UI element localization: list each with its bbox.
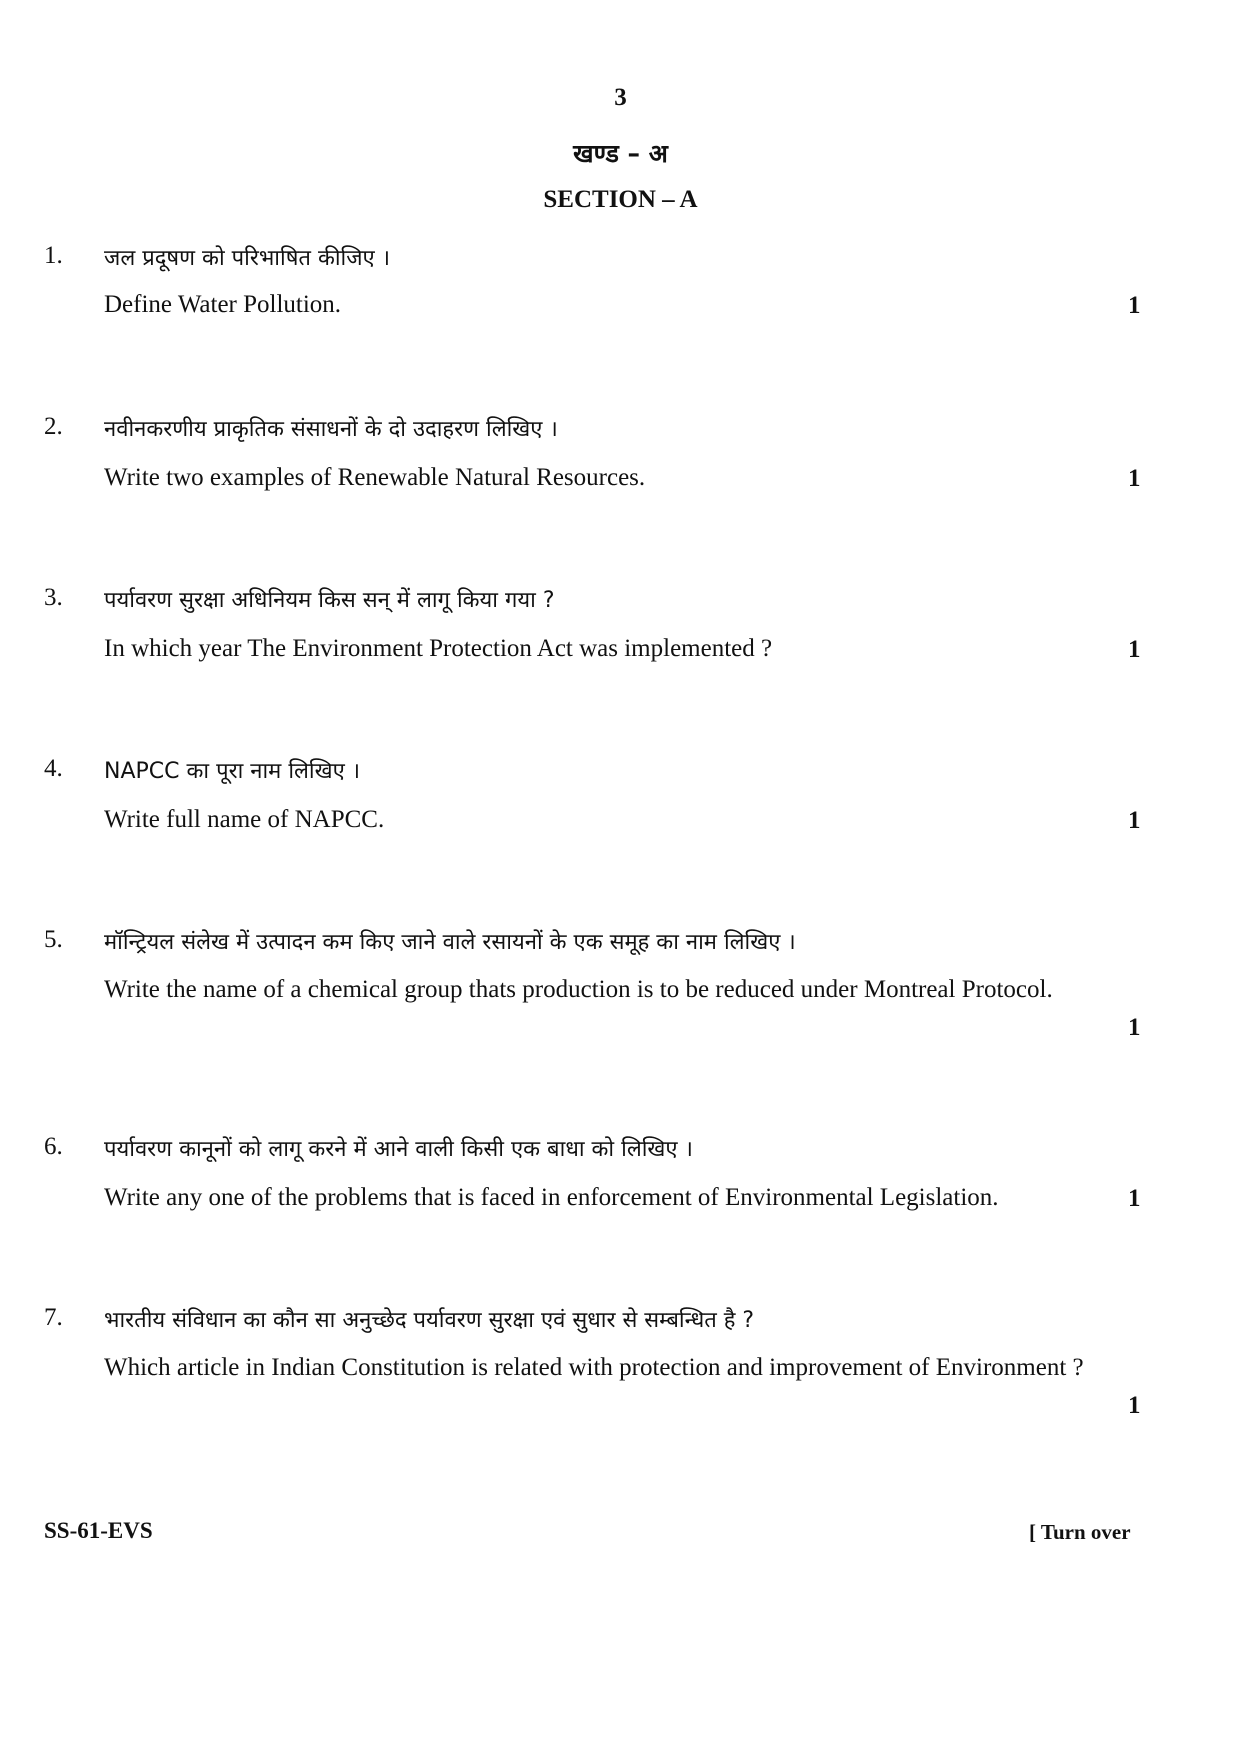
question-text-english: Write the name of a chemical group thats production is to be reduced under Montreal Protocol. xyxy=(104,976,1053,1003)
question-marks: 1 xyxy=(1128,465,1141,492)
section-title-hindi: खण्ड – अ xyxy=(573,139,668,168)
question-text-english: Write full name of NAPCC. xyxy=(104,806,385,833)
question-text-hindi: NAPCC का पूरा नाम लिखिए । xyxy=(104,759,361,784)
question-text-hindi: पर्यावरण कानूनों को लागू करने में आने वाली किसी एक बाधा को लिखिए । xyxy=(104,1137,693,1162)
question-text-english: Write any one of the problems that is faced in enforcement of Environmental Legislation. xyxy=(104,1184,999,1211)
question-number: 2. xyxy=(44,413,63,440)
page-number: 3 xyxy=(614,84,627,111)
question-text-english: Which article in Indian Constitution is related with protection and improvement of Environment ? xyxy=(104,1354,1084,1381)
question-number: 3. xyxy=(44,584,63,611)
question-number: 1. xyxy=(44,242,63,269)
question-text-english: Write two examples of Renewable Natural Resources. xyxy=(104,464,646,491)
question-text-hindi: मॉन्ट्रियल संलेख में उत्पादन कम किए जाने वाले रसायनों के एक समूह का नाम लिखिए । xyxy=(104,930,796,955)
question-text-hindi: भारतीय संविधान का कौन सा अनुच्छेद पर्यावरण सुरक्षा एवं सुधार से सम्बन्धित है ? xyxy=(104,1308,755,1333)
question-number: 7. xyxy=(44,1304,63,1331)
question-marks: 1 xyxy=(1128,1392,1141,1419)
question-marks: 1 xyxy=(1128,1185,1141,1212)
question-text-english: Define Water Pollution. xyxy=(104,291,342,318)
question-text-hindi: जल प्रदूषण को परिभाषित कीजिए । xyxy=(104,246,391,271)
question-marks: 1 xyxy=(1128,636,1141,663)
question-number: 4. xyxy=(44,755,63,782)
question-text-hindi: पर्यावरण सुरक्षा अधिनियम किस सन् में लागू किया गया ? xyxy=(104,588,555,613)
question-marks: 1 xyxy=(1128,292,1141,319)
question-number: 6. xyxy=(44,1133,63,1160)
question-text-english: In which year The Environment Protection Act was implemented ? xyxy=(104,635,773,662)
question-number: 5. xyxy=(44,926,63,953)
question-text-hindi: नवीनकरणीय प्राकृतिक संसाधनों के दो उदाहरण लिखिए । xyxy=(104,417,558,442)
question-marks: 1 xyxy=(1128,807,1141,834)
paper-code: SS-61-EVS xyxy=(44,1518,153,1543)
section-title-english: SECTION – A xyxy=(543,186,698,213)
question-marks: 1 xyxy=(1128,1014,1141,1041)
turn-over-note: [ Turn over xyxy=(1029,1520,1131,1544)
